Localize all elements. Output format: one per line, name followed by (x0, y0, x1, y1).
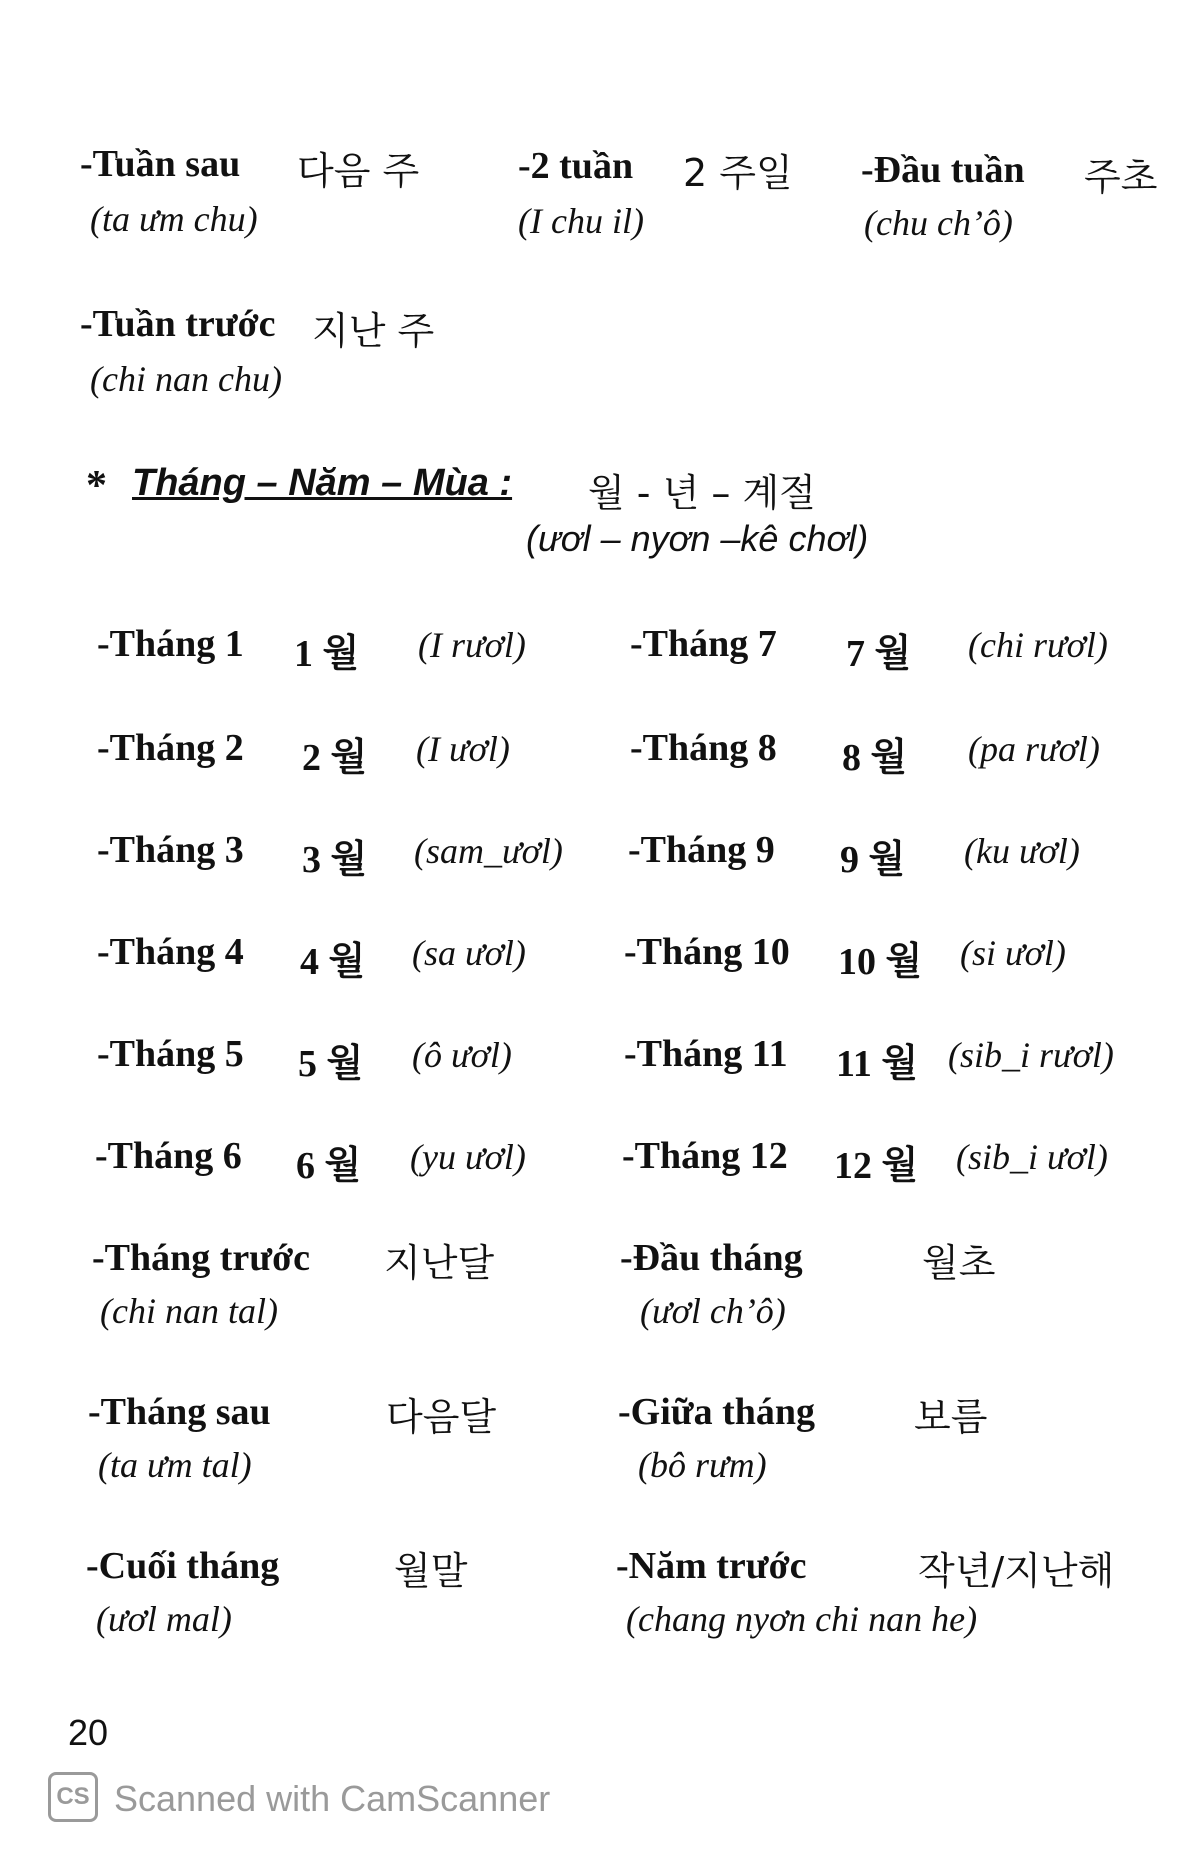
term-1-vi: -Tháng trước (92, 1237, 310, 1279)
month-5-pron: (ô ươl) (412, 1035, 512, 1075)
term-3-vi: -Tháng sau (88, 1391, 271, 1433)
month-6-num: 6 월 (296, 1145, 362, 1187)
month-8-num: 8 월 (842, 737, 908, 779)
month-12-num: 12 월 (834, 1145, 919, 1187)
term-6-ko: 작년/지난해 (918, 1549, 1115, 1593)
section-title-ko: 월 - 년 – 계절 (588, 471, 816, 515)
term-6-vi: -Năm trước (616, 1545, 807, 1587)
month-7-pron: (chi rươl) (968, 625, 1108, 665)
term-3-pron: (ta ưm tal) (98, 1445, 252, 1485)
month-1-vi: -Tháng 1 (97, 623, 244, 665)
month-10-vi: -Tháng 10 (624, 931, 790, 973)
week-4-ko: 지난 주 (312, 309, 435, 353)
month-5-vi: -Tháng 5 (97, 1033, 244, 1075)
month-7-vi: -Tháng 7 (630, 623, 777, 665)
section-title-pron: (ươl – nyơn –kê chơl) (526, 518, 869, 559)
month-9-vi: -Tháng 9 (628, 829, 775, 871)
week-2-vi: -2 tuần (518, 145, 634, 187)
month-11-vi: -Tháng 11 (624, 1033, 788, 1075)
week-1-pron: (ta ưm chu) (90, 199, 258, 239)
month-10-pron: (si ươl) (960, 933, 1066, 973)
month-3-pron: (sam_ươl) (414, 831, 563, 871)
month-2-num: 2 월 (302, 737, 368, 779)
term-4-ko: 보름 (914, 1395, 988, 1439)
week-1-ko: 다음 주 (297, 149, 420, 193)
month-12-pron: (sib_i ươl) (956, 1137, 1108, 1177)
week-4-pron: (chi nan chu) (90, 359, 282, 399)
term-4-pron: (bô rưm) (638, 1445, 767, 1485)
week-4-vi: -Tuần trước (80, 303, 276, 345)
month-12-vi: -Tháng 12 (622, 1135, 788, 1177)
month-3-num: 3 월 (302, 839, 368, 881)
section-title: Tháng – Năm – Mùa : (132, 462, 513, 504)
month-7-num: 7 월 (846, 633, 912, 675)
week-2-pron: (I chu il) (518, 201, 644, 241)
week-3-pron: (chu ch’ô) (864, 203, 1013, 243)
term-1-ko: 지난달 (384, 1241, 495, 1285)
month-4-pron: (sa ươl) (412, 933, 526, 973)
camscanner-logo-icon: CS (48, 1772, 98, 1822)
month-9-pron: (ku ươl) (964, 831, 1080, 871)
month-5-num: 5 월 (298, 1043, 364, 1085)
week-1-vi: -Tuần sau (80, 143, 241, 185)
week-3-ko: 주초 (1084, 155, 1158, 199)
term-5-pron: (ươl mal) (96, 1599, 232, 1639)
month-4-num: 4 월 (300, 941, 366, 983)
term-4-vi: -Giữa tháng (618, 1391, 815, 1433)
month-6-pron: (yu ươl) (410, 1137, 526, 1177)
page-number: 20 (68, 1712, 109, 1753)
term-2-vi: -Đầu tháng (620, 1237, 803, 1279)
term-2-pron: (ươl ch’ô) (640, 1291, 786, 1331)
week-2-ko: 2 주일 (683, 151, 793, 195)
month-8-vi: -Tháng 8 (630, 727, 777, 769)
week-3-vi: -Đầu tuần (861, 149, 1025, 191)
term-5-vi: -Cuối tháng (86, 1545, 280, 1587)
month-2-pron: (I ươl) (416, 729, 510, 769)
month-8-pron: (pa rươl) (968, 729, 1100, 769)
month-11-num: 11 월 (836, 1043, 919, 1085)
term-1-pron: (chi nan tal) (100, 1291, 278, 1331)
month-6-vi: -Tháng 6 (95, 1135, 242, 1177)
term-5-ko: 월말 (394, 1549, 468, 1593)
month-10-num: 10 월 (838, 941, 923, 983)
term-6-pron: (chang nyơn chi nan he) (626, 1599, 978, 1639)
term-2-ko: 월초 (922, 1241, 996, 1285)
month-1-pron: (I rươl) (418, 625, 526, 665)
month-1-num: 1 월 (294, 633, 360, 675)
month-9-num: 9 월 (840, 839, 906, 881)
month-2-vi: -Tháng 2 (97, 727, 244, 769)
month-4-vi: -Tháng 4 (97, 931, 244, 973)
section-star: * (86, 463, 107, 509)
month-3-vi: -Tháng 3 (97, 829, 244, 871)
watermark-text: Scanned with CamScanner (114, 1778, 551, 1819)
month-11-pron: (sib_i rươl) (948, 1035, 1114, 1075)
term-3-ko: 다음달 (386, 1395, 497, 1439)
